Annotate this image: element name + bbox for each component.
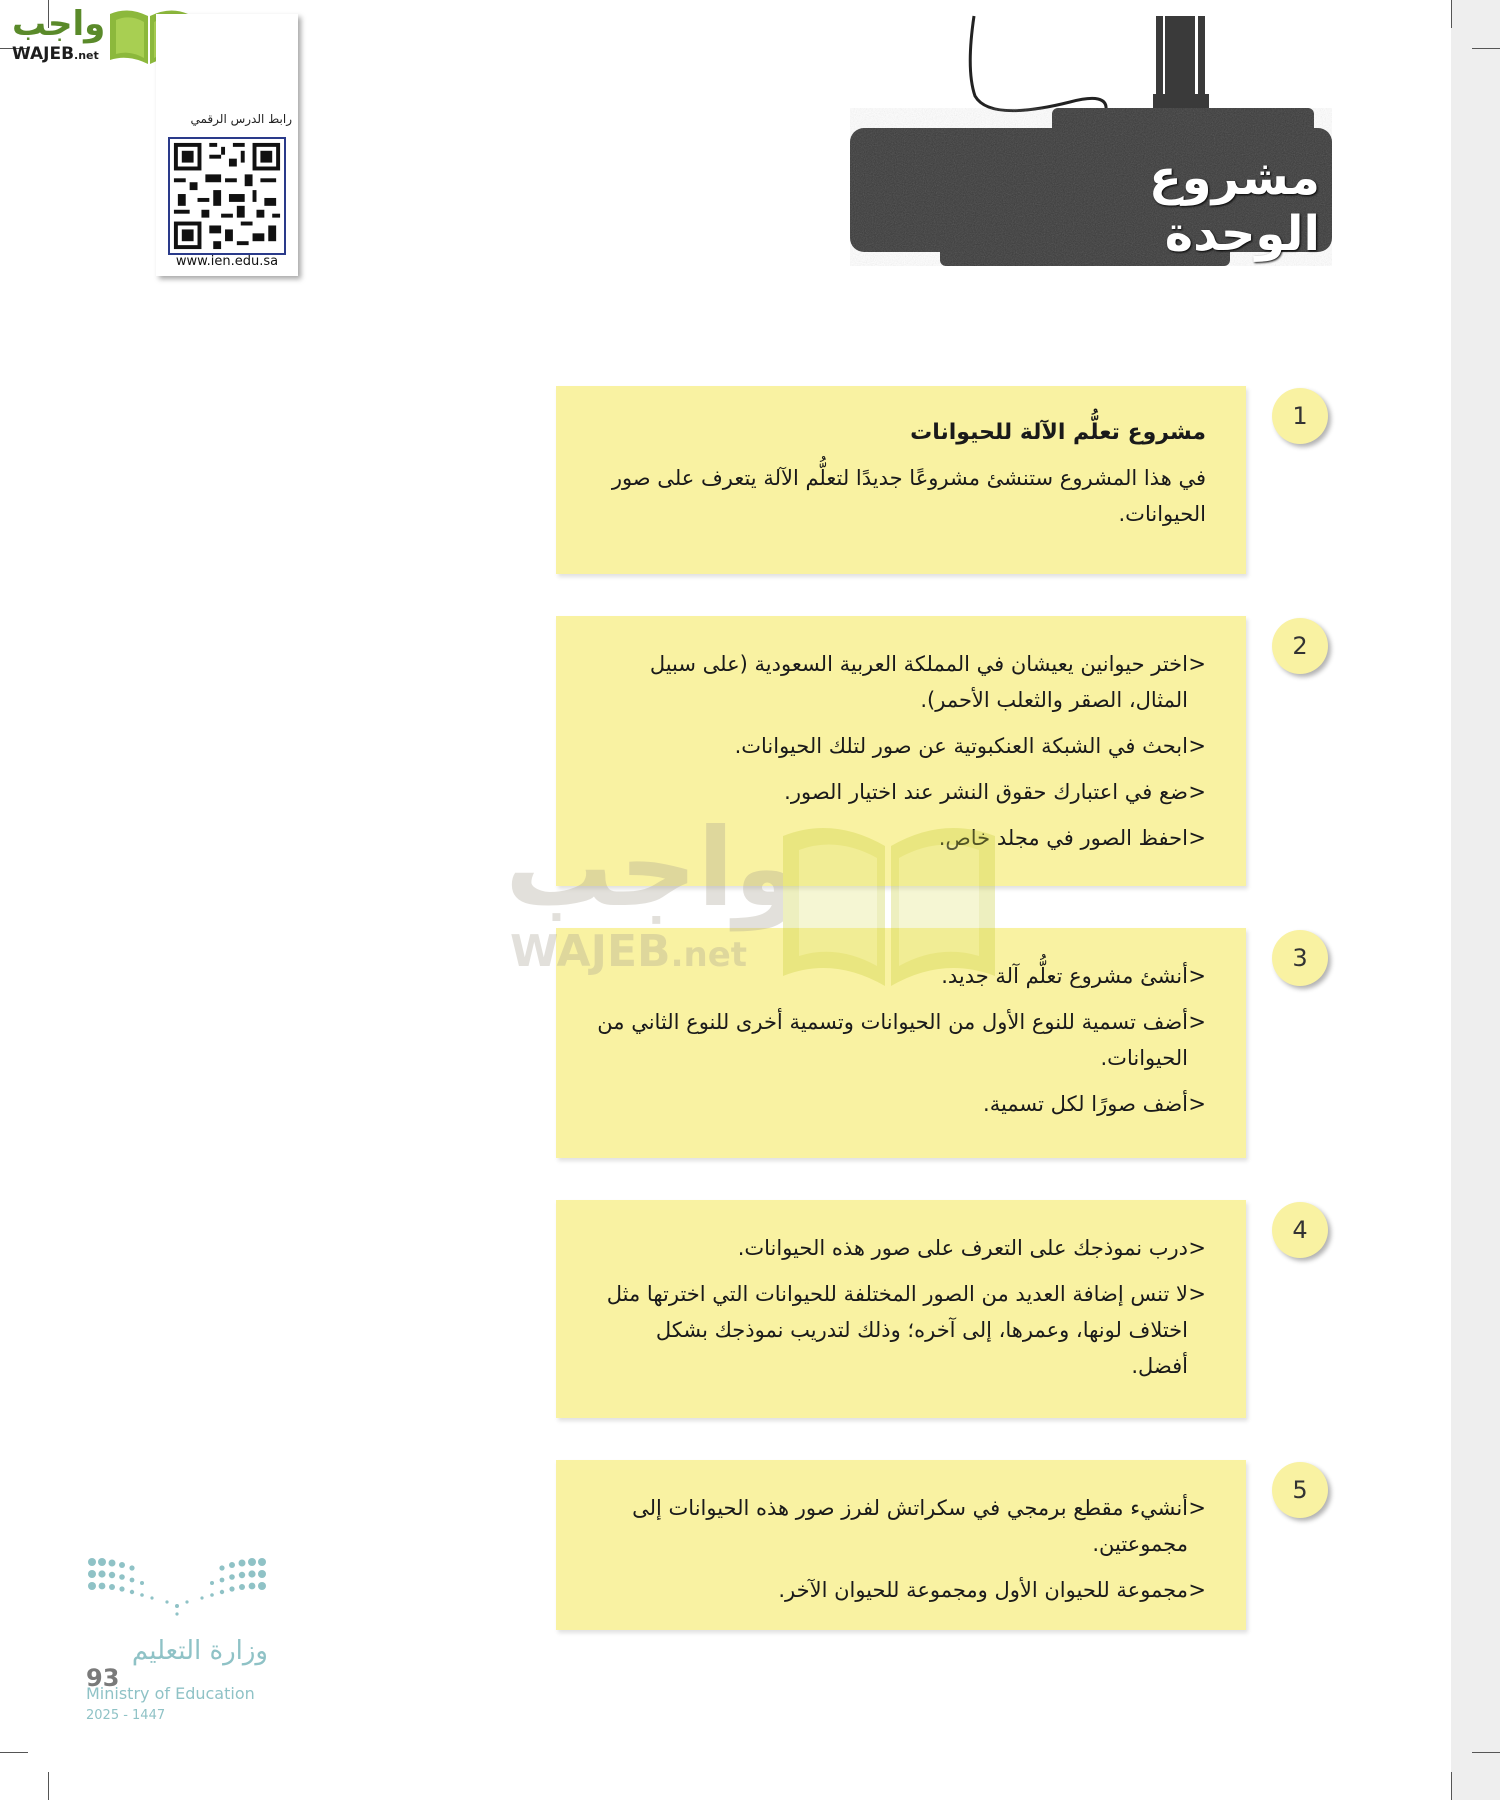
crop-mark — [1451, 1772, 1452, 1800]
crop-mark — [1472, 48, 1500, 49]
ministry-arabic-name: وزارة التعليم — [131, 1636, 268, 1666]
crop-mark — [1472, 1752, 1500, 1753]
qr-card[interactable] — [156, 14, 298, 276]
step-bullet-list — [596, 1490, 1206, 1608]
step-card-3 — [556, 928, 1246, 1158]
page-margin-strip — [1451, 0, 1500, 1800]
logo-latin-text: WAJEB.net — [12, 44, 99, 64]
step-bullet-list — [596, 1230, 1206, 1384]
watermark-latin-text: WAJEB.net — [510, 926, 748, 977]
step-heading: مشروع تعلُّم الآلة للحيوانات — [910, 420, 1206, 445]
qr-url[interactable]: www.ien.edu.sa — [175, 254, 279, 269]
ministry-year: 2025 - 1447 — [86, 1708, 166, 1723]
list-item: < اختر حيوانين يعيشان في المملكة العربية السعودية (على سبيل المثال، الصقر والثعلب الأحمر). — [649, 652, 1206, 712]
ministry-logo — [86, 1556, 286, 1726]
list-item: < لا تنس إضافة العديد من الصور المختلفة للحيوانات التي اخترتها مثل اختلاف لونها، وعمرها، إلى آخره؛ وذلك لتدريب نموذجك بشكل أفضل. — [606, 1282, 1206, 1378]
step-bullet-list — [596, 958, 1206, 1122]
list-item: < ابحث في الشبكة العنكبوتية عن صور لتلك الحيوانات. — [734, 734, 1206, 758]
page-number: 93 — [86, 1664, 120, 1692]
step-number-badge: 3 — [1272, 930, 1328, 986]
list-item: < احفظ الصور في مجلد خاص. — [938, 826, 1206, 850]
list-item: < مجموعة للحيوان الأول ومجموعة للحيوان الآخر. — [778, 1578, 1206, 1602]
list-item: < أضف صورًا لكل تسمية. — [983, 1092, 1206, 1116]
step-card-5 — [556, 1460, 1246, 1630]
step-card-1 — [556, 386, 1246, 574]
step-card-4 — [556, 1200, 1246, 1418]
watermark-arabic-text: واجب — [505, 806, 802, 931]
step-number-badge: 2 — [1272, 618, 1328, 674]
ministry-english-name: Ministry of Education — [86, 1684, 255, 1703]
list-item: < ضع في اعتبارك حقوق النشر عند اختيار الصور. — [784, 780, 1206, 804]
logo-arabic-text: واجب — [12, 4, 106, 44]
crop-mark — [48, 1772, 49, 1800]
step-number-badge: 4 — [1272, 1202, 1328, 1258]
step-text: في هذا المشروع ستنشئ مشروعًا جديدًا لتعلُّم الآلة يتعرف على صور الحيوانات. — [611, 466, 1206, 526]
step-number-badge: 1 — [1272, 388, 1328, 444]
ministry-dots-emblem — [86, 1556, 268, 1618]
list-item: < أضف تسمية للنوع الأول من الحيوانات وتسمية أخرى للنوع الثاني من الحيوانات. — [597, 1010, 1206, 1070]
step-card-2 — [556, 616, 1246, 886]
step-number-badge: 5 — [1272, 1462, 1328, 1518]
list-item: < أنشيء مقطع برمجي في سكراتش لفرز صور هذه الحيوانات إلى مجموعتين. — [632, 1496, 1206, 1556]
qr-caption: رابط الدرس الرقمي — [190, 112, 292, 126]
list-item: < أنشئ مشروع تعلُّم آلة جديد. — [941, 964, 1206, 988]
step-bullet-list — [596, 646, 1206, 856]
qr-code[interactable] — [168, 137, 286, 255]
unit-project-title: مشروع الوحدة — [1148, 150, 1320, 262]
crop-mark — [0, 1752, 28, 1753]
list-item: < درب نموذجك على التعرف على صور هذه الحيوانات. — [737, 1236, 1206, 1260]
crop-mark — [1451, 0, 1452, 28]
